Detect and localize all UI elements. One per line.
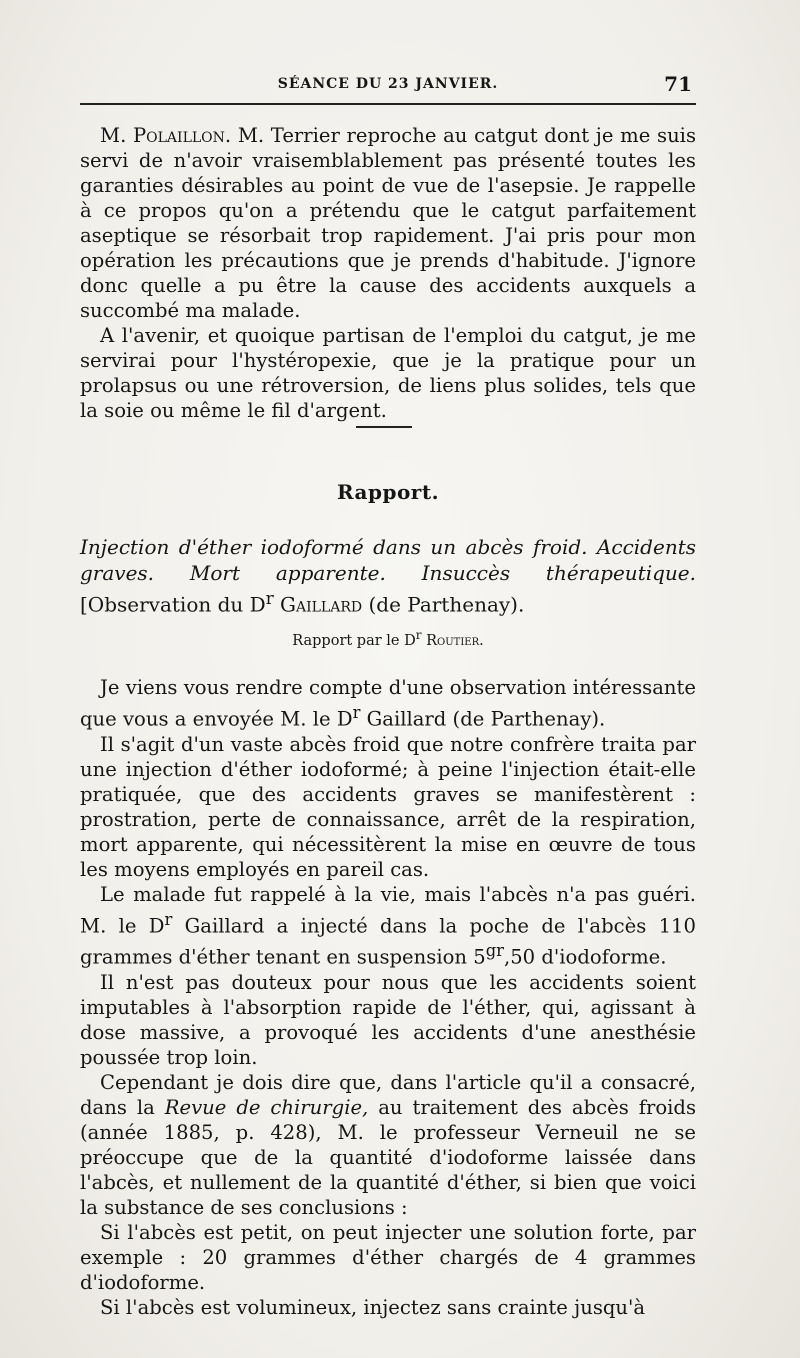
text-run: Cependant je dois dire que, dans l'article qu'il a consacré, dans la	[80, 1070, 696, 1119]
page-header	[80, 72, 696, 96]
observation-suffix: (de Parthenay).	[368, 592, 525, 617]
first-section	[80, 123, 696, 423]
paragraph: Il n'est pas douteux pour nous que les accidents soient imputables à l'absorption rapide de l'éther, qui, agissant à dose massive, a provoqué les accidents d'une anesthésie poussée trop loin.	[80, 970, 696, 1069]
report-by-line	[80, 628, 696, 649]
speaker-name: M. Polaillon.	[100, 124, 232, 147]
header-rule	[80, 103, 696, 105]
paragraph: Il s'agit d'un vaste abcès froid que notre confrère traita par une injection d'éther iodoformé; à peine l'injection était-elle pratiquée, que des accidents graves se manifestèrent : prostration, perte de connaissance, arrêt de la respiration, mort apparente, qui nécessitèrent la mise en œuvre de tous les moyens employés en pareil cas.	[80, 732, 696, 881]
superscript: r	[164, 909, 173, 929]
superscript: r	[415, 628, 422, 642]
paragraph	[80, 882, 696, 970]
report-by-prefix: Rapport par le D	[292, 632, 416, 649]
text-run: Gaillard a injecté dans la poche de l'abcès 110 grammes d'éther tenant en suspension 5	[80, 914, 696, 969]
report-body	[80, 675, 696, 1320]
paragraph	[80, 123, 696, 323]
text-run: Le malade fut rappelé à la vie, mais l'abcès n'a pas guéri. M. le D	[80, 882, 696, 938]
paragraph	[80, 1070, 696, 1220]
text-run: ,50 d'iodoforme.	[503, 945, 667, 969]
superscript: r	[352, 703, 361, 722]
text-run: Gaillard (de Parthenay).	[366, 707, 606, 731]
running-head: SÉANCE DU 23 JANVIER.	[277, 76, 499, 92]
rapporteur-name: Routier.	[426, 632, 484, 649]
superscript: gr	[485, 941, 504, 961]
paragraph-text: M. Terrier reproche au catgut dont je me suis servi de n'avoir vraisemblablement pas présenté toutes les garanties désirables au point de vue de l'asepsie. Je rappelle à ce propos qu'on a prétendu que le catgut parfaitement aseptique se résorbait trop rapidement. J'ai pris pour mon opération les précautions que je prends d'habitude. J'ignore donc quelle a pu être la cause des accidents auxquels a succombé ma malade.	[80, 124, 697, 322]
section-title: Rapport.	[336, 480, 440, 504]
report-title-italic: Injection d'éther iodoformé dans un abcès froid. Accidents graves. Mort apparente. Insuccès thérapeutique.	[80, 535, 696, 585]
text-run: Je viens vous rendre compte d'une observation intéressante que vous a envoyée M. le D	[80, 676, 696, 731]
paragraph: Si l'abcès est volumineux, injectez sans crainte jusqu'à	[100, 1295, 646, 1319]
superscript: r	[265, 589, 274, 608]
section-divider	[356, 426, 412, 428]
report-title	[80, 534, 696, 618]
paragraph: A l'avenir, et quoique partisan de l'emploi du catgut, je me servirai pour l'hystéropexie, que je la pratique pour un prolapsus ou une rétroversion, de liens plus solides, tels que la soie ou même le fil d'argent.	[80, 324, 696, 422]
journal-title: Revue de chirurgie,	[164, 1095, 369, 1119]
author-name: Gaillard	[280, 592, 363, 617]
text-run: au traitement des abcès froids (année 1885, p. 428), M. le professeur Verneuil ne se préoccupe que de la quantité d'iodoforme laissée dans l'abcès, et nullement de la quantité d'éther, si bien que voici la substance de ses conclusions :	[80, 1095, 697, 1219]
paragraph	[80, 675, 696, 732]
page-number: 71	[664, 72, 692, 96]
observation-prefix: [Observation du D	[80, 592, 266, 617]
paragraph: Si l'abcès est petit, on peut injecter une solution forte, par exemple : 20 grammes d'éther chargés de 4 grammes d'iodoforme.	[80, 1220, 696, 1294]
